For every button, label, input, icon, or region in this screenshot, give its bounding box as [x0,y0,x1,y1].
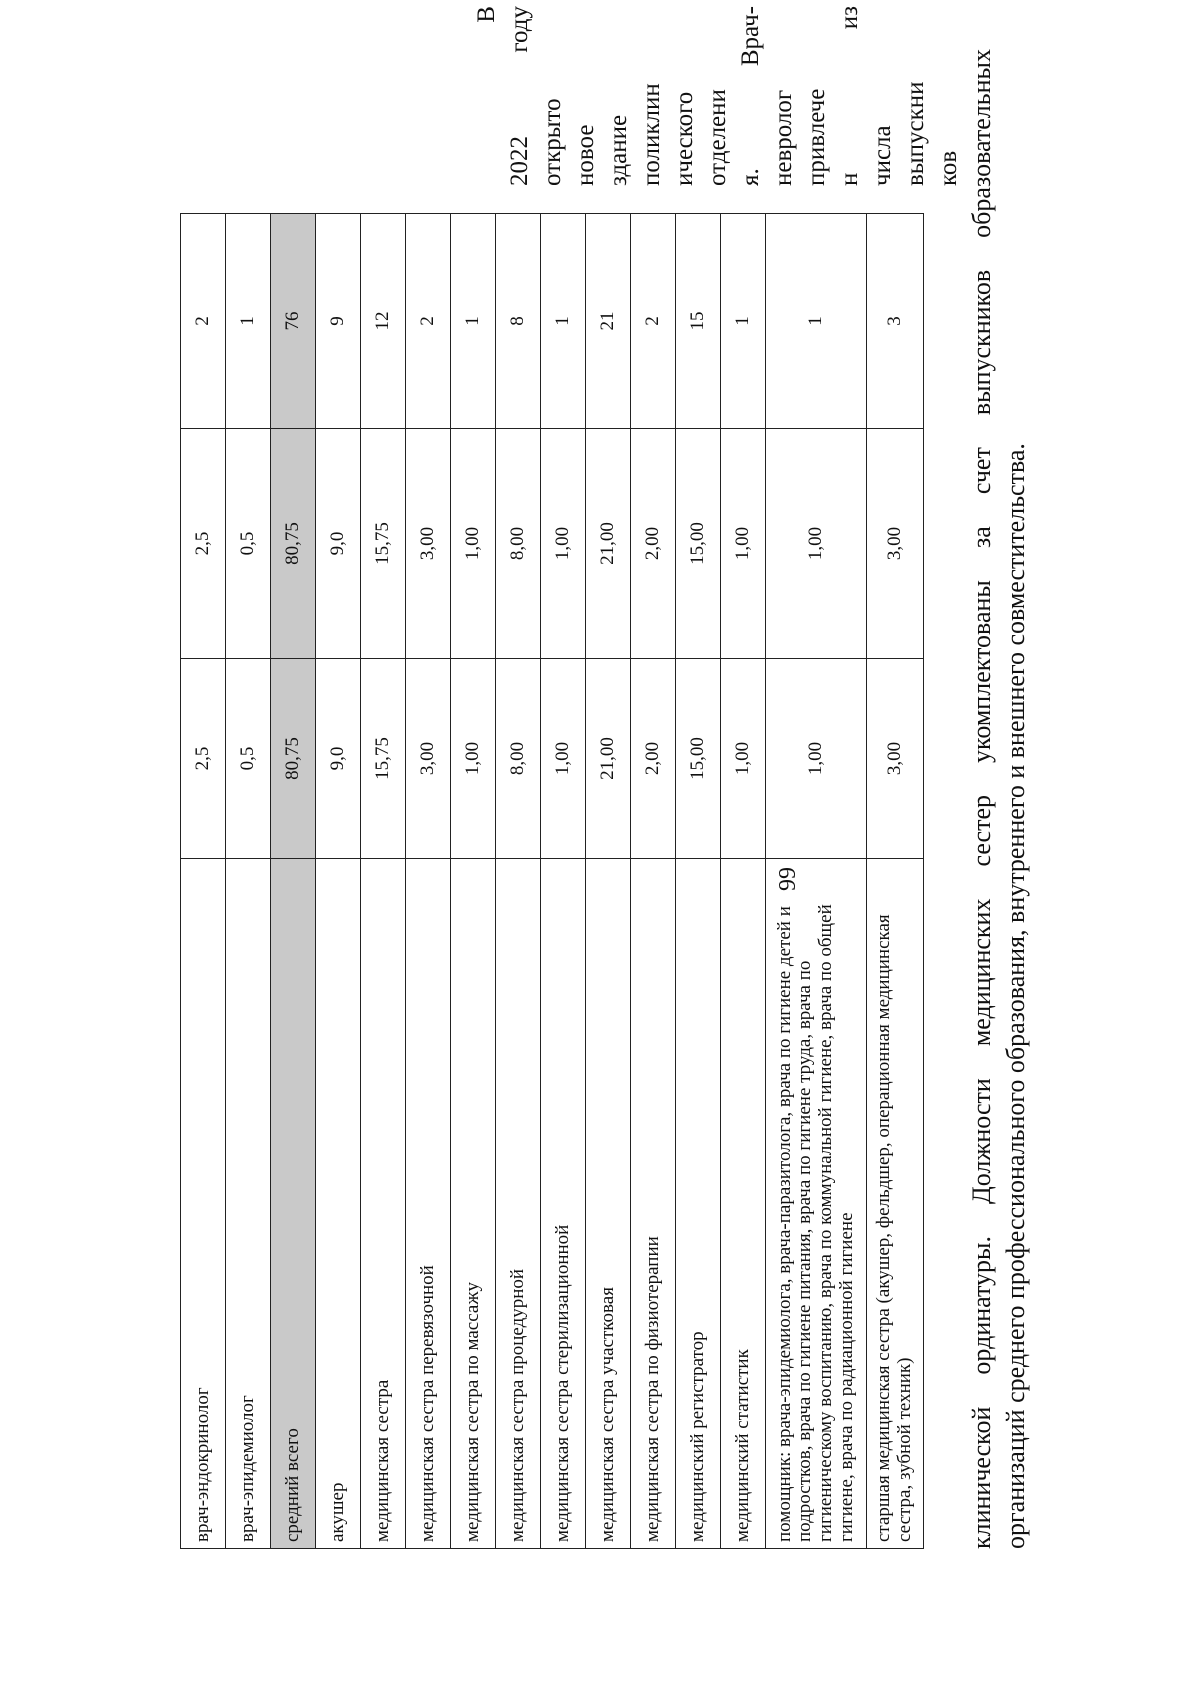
position-name-cell: медицинская сестра по физиотерапии [631,859,676,1549]
value-cell-1: 15,00 [676,659,721,859]
value-cell-3: 1 [451,214,496,429]
value-cell-2: 9,0 [316,429,361,659]
value-cell-1: 80,75 [271,659,316,859]
table-row [676,214,721,1549]
side-text-line: открыто [539,98,566,186]
value-cell-1: 1,00 [541,659,586,859]
value-cell-1: 2,00 [631,659,676,859]
side-text-column [470,6,965,186]
value-cell-3: 2 [406,214,451,429]
position-name-cell: медицинский статистик [721,859,766,1549]
position-name-cell: врач-эпидемиолог [226,859,271,1549]
table-row [181,214,226,1549]
side-text-line: я. Врач- [737,6,764,186]
side-text-line: 2022 году [506,6,533,186]
table-row [361,214,406,1549]
side-text-line: поликлин [638,83,665,186]
value-cell-2: 8,00 [496,429,541,659]
value-cell-3: 76 [271,214,316,429]
value-cell-2: 15,75 [361,429,406,659]
value-cell-1: 21,00 [586,659,631,859]
value-cell-1: 3,00 [406,659,451,859]
value-cell-2: 0,5 [226,429,271,659]
position-name-cell: медицинский регистратор [676,859,721,1549]
staff-table [180,213,924,1549]
side-text-line: отделени [704,89,731,186]
table-row [406,214,451,1549]
position-name-cell: средний всего [271,859,316,1549]
value-cell-3: 9 [316,214,361,429]
table-row [631,214,676,1549]
value-cell-1: 2,5 [181,659,226,859]
side-text-line: ического [671,91,698,186]
value-cell-2: 1,00 [721,429,766,659]
side-text-line: н из [836,6,863,186]
value-cell-1: 0,5 [226,659,271,859]
table-row [451,214,496,1549]
position-name-cell: медицинская сестра перевязочной [406,859,451,1549]
table-row [496,214,541,1549]
value-cell-3: 15 [676,214,721,429]
value-cell-3: 1 [226,214,271,429]
table-body [181,214,924,1549]
value-cell-2: 1,00 [541,429,586,659]
value-cell-2: 3,00 [867,429,924,659]
side-text-line: В [473,6,500,23]
table-row [316,214,361,1549]
value-cell-3: 2 [181,214,226,429]
value-cell-1: 3,00 [867,659,924,859]
value-cell-3: 21 [586,214,631,429]
table-row [226,214,271,1549]
value-cell-2: 80,75 [271,429,316,659]
position-name-cell: помощник: врача-эпидемиолога, врача-паразитолога, врача по гигиене детей и подростков, врача по гигиене питания, врача по гигиене труда, врача по гигиеническому воспитанию, врача по коммунальной гигиене, врача по общей гигиене, врача по радиационной гигиене [766,859,867,1549]
value-cell-3: 1 [721,214,766,429]
table-row [867,214,924,1549]
position-name-cell: медицинская сестра процедурной [496,859,541,1549]
value-cell-3: 3 [867,214,924,429]
value-cell-3: 1 [766,214,867,429]
table-row [541,214,586,1549]
paragraph-line: клинической ординатуры. Должности медицинских сестер укомплектованы за счет выпускников образовательных [967,49,996,1549]
body-paragraph [965,49,1034,1549]
value-cell-2: 15,00 [676,429,721,659]
value-cell-1: 1,00 [766,659,867,859]
side-text-line: невролог [770,89,797,186]
value-cell-1: 9,0 [316,659,361,859]
position-name-cell: медицинская сестра участковая [586,859,631,1549]
value-cell-3: 1 [541,214,586,429]
value-cell-2: 1,00 [766,429,867,659]
page-number: 99 [775,867,801,891]
position-name-cell: медицинская сестра по массажу [451,859,496,1549]
value-cell-3: 8 [496,214,541,429]
paragraph-line: организаций среднего профессионального образования, внутреннего и внешнего совместительства. [1001,443,1031,1549]
value-cell-2: 3,00 [406,429,451,659]
value-cell-2: 2,00 [631,429,676,659]
position-name-cell: медицинская сестра стерилизационной [541,859,586,1549]
value-cell-1: 15,75 [361,659,406,859]
side-text-line: новое [572,124,599,186]
side-text-line: привлече [803,88,830,186]
position-name-cell: врач-эндокринолог [181,859,226,1549]
value-cell-1: 8,00 [496,659,541,859]
side-text-line: ков [935,150,962,186]
value-cell-3: 12 [361,214,406,429]
value-cell-2: 21,00 [586,429,631,659]
table-row [721,214,766,1549]
value-cell-1: 1,00 [451,659,496,859]
value-cell-2: 1,00 [451,429,496,659]
side-text-line: здание [605,114,632,186]
side-text-line: числа [869,125,896,186]
side-text-line: выпускни [902,81,929,186]
value-cell-2: 2,5 [181,429,226,659]
position-name-cell: медицинская сестра [361,859,406,1549]
value-cell-1: 1,00 [721,659,766,859]
table-row-subtotal [271,214,316,1549]
position-name-cell: акушер [316,859,361,1549]
table-row [586,214,631,1549]
value-cell-3: 2 [631,214,676,429]
position-name-cell: старшая медицинская сестра (акушер, фельдшер, операционная медицинская сестра, зубной техник) [867,859,924,1549]
